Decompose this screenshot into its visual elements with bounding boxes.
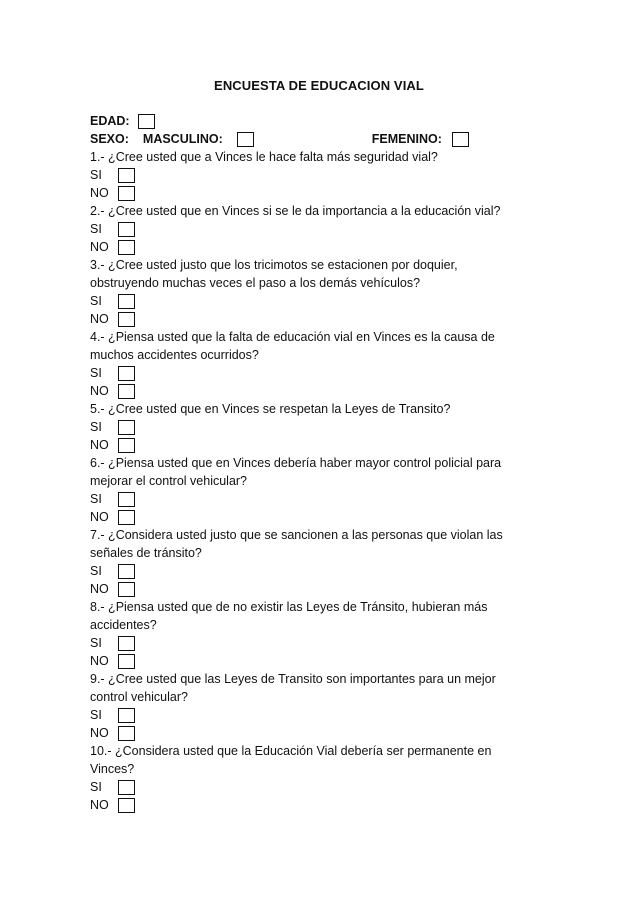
answer-label-yes: SI [90,564,102,578]
answer-label-yes: SI [90,168,102,182]
question-block [90,598,560,670]
answer-checkbox-no[interactable] [118,186,135,201]
age-checkbox[interactable] [138,114,155,129]
page-title: ENCUESTA DE EDUCACION VIAL [214,78,424,93]
question-text: mejorar el control vehicular? [90,474,248,488]
question-text: 2.- ¿Cree usted que en Vinces si se le da importancia a la educación vial? [90,204,501,218]
age-row [90,112,560,130]
question-text: control vehicular? [90,690,188,704]
answer-label-yes: SI [90,366,102,380]
male-label: MASCULINO: [142,132,223,146]
answer-checkbox-yes[interactable] [118,708,135,723]
question-block [90,202,560,256]
answer-option-yes [90,418,560,436]
answer-checkbox-no[interactable] [118,510,135,525]
question-text: señales de tránsito? [90,546,202,560]
answer-checkbox-yes[interactable] [118,780,135,795]
sex-label: SEXO: [90,132,129,146]
answer-checkbox-yes[interactable] [118,168,135,183]
answer-checkbox-yes[interactable] [118,636,135,651]
answer-checkbox-no[interactable] [118,582,135,597]
answer-option-yes [90,778,560,796]
answer-label-no: NO [90,798,109,812]
answer-label-yes: SI [90,492,102,506]
answer-checkbox-yes[interactable] [118,420,135,435]
answer-option-no [90,310,560,328]
question-text: 5.- ¿Cree usted que en Vinces se respetan la Leyes de Transito? [90,402,451,416]
answer-label-yes: SI [90,420,102,434]
question-block [90,526,560,598]
question-block [90,148,560,202]
answer-option-no [90,724,560,742]
question-list [90,148,560,814]
female-checkbox[interactable] [452,132,469,147]
answer-label-no: NO [90,186,109,200]
answer-option-yes [90,292,560,310]
female-label: FEMENINO: [371,132,442,146]
question-text: 8.- ¿Piensa usted que de no existir las Leyes de Tránsito, hubieran más [90,600,488,614]
question-text: 1.- ¿Cree usted que a Vinces le hace falta más seguridad vial? [90,150,438,164]
answer-option-no [90,796,560,814]
answer-label-yes: SI [90,222,102,236]
answer-label-no: NO [90,726,109,740]
answer-option-no [90,580,560,598]
question-text: 9.- ¿Cree usted que las Leyes de Transito son importantes para un mejor [90,672,496,686]
answer-label-no: NO [90,384,109,398]
answer-label-no: NO [90,438,109,452]
answer-checkbox-no[interactable] [118,384,135,399]
answer-checkbox-no[interactable] [118,438,135,453]
question-text: 4.- ¿Piensa usted que la falta de educación vial en Vinces es la causa de [90,330,495,344]
answer-option-yes [90,634,560,652]
answer-option-yes [90,166,560,184]
answer-checkbox-yes[interactable] [118,366,135,381]
question-text: muchos accidentes ocurridos? [90,348,259,362]
answer-checkbox-yes[interactable] [118,564,135,579]
answer-option-yes [90,220,560,238]
answer-checkbox-no[interactable] [118,654,135,669]
answer-checkbox-no[interactable] [118,240,135,255]
answer-label-yes: SI [90,780,102,794]
answer-checkbox-no[interactable] [118,312,135,327]
question-text: 6.- ¿Piensa usted que en Vinces debería haber mayor control policial para [90,456,502,470]
answer-checkbox-no[interactable] [118,798,135,813]
answer-label-no: NO [90,654,109,668]
answer-label-no: NO [90,312,109,326]
answer-label-yes: SI [90,636,102,650]
answer-option-no [90,508,560,526]
question-text: 10.- ¿Considera usted que la Educación Vial debería ser permanente en [90,744,492,758]
answer-label-no: NO [90,240,109,254]
answer-label-no: NO [90,582,109,596]
question-text: 3.- ¿Cree usted justo que los tricimotos se estacionen por doquier, [90,258,458,272]
question-text: accidentes? [90,618,157,632]
question-block [90,742,560,814]
answer-checkbox-yes[interactable] [118,492,135,507]
question-block [90,670,560,742]
answer-option-no [90,382,560,400]
answer-option-no [90,184,560,202]
answer-option-yes [90,706,560,724]
male-checkbox[interactable] [237,132,254,147]
answer-option-no [90,436,560,454]
question-block [90,400,560,454]
question-text: obstruyendo muchas veces el paso a los demás vehículos? [90,276,421,290]
answer-label-yes: SI [90,708,102,722]
question-text: 7.- ¿Considera usted justo que se sancionen a las personas que violan las [90,528,503,542]
question-block [90,328,560,400]
answer-label-no: NO [90,510,109,524]
answer-checkbox-yes[interactable] [118,222,135,237]
answer-option-yes [90,364,560,382]
answer-option-yes [90,562,560,580]
survey-form [90,112,560,814]
answer-label-yes: SI [90,294,102,308]
sex-row [90,130,560,148]
answer-option-no [90,238,560,256]
question-block [90,454,560,526]
answer-checkbox-yes[interactable] [118,294,135,309]
question-block [90,256,560,328]
question-text: Vinces? [90,762,135,776]
answer-checkbox-no[interactable] [118,726,135,741]
age-label: EDAD: [90,114,130,128]
answer-option-yes [90,490,560,508]
answer-option-no [90,652,560,670]
